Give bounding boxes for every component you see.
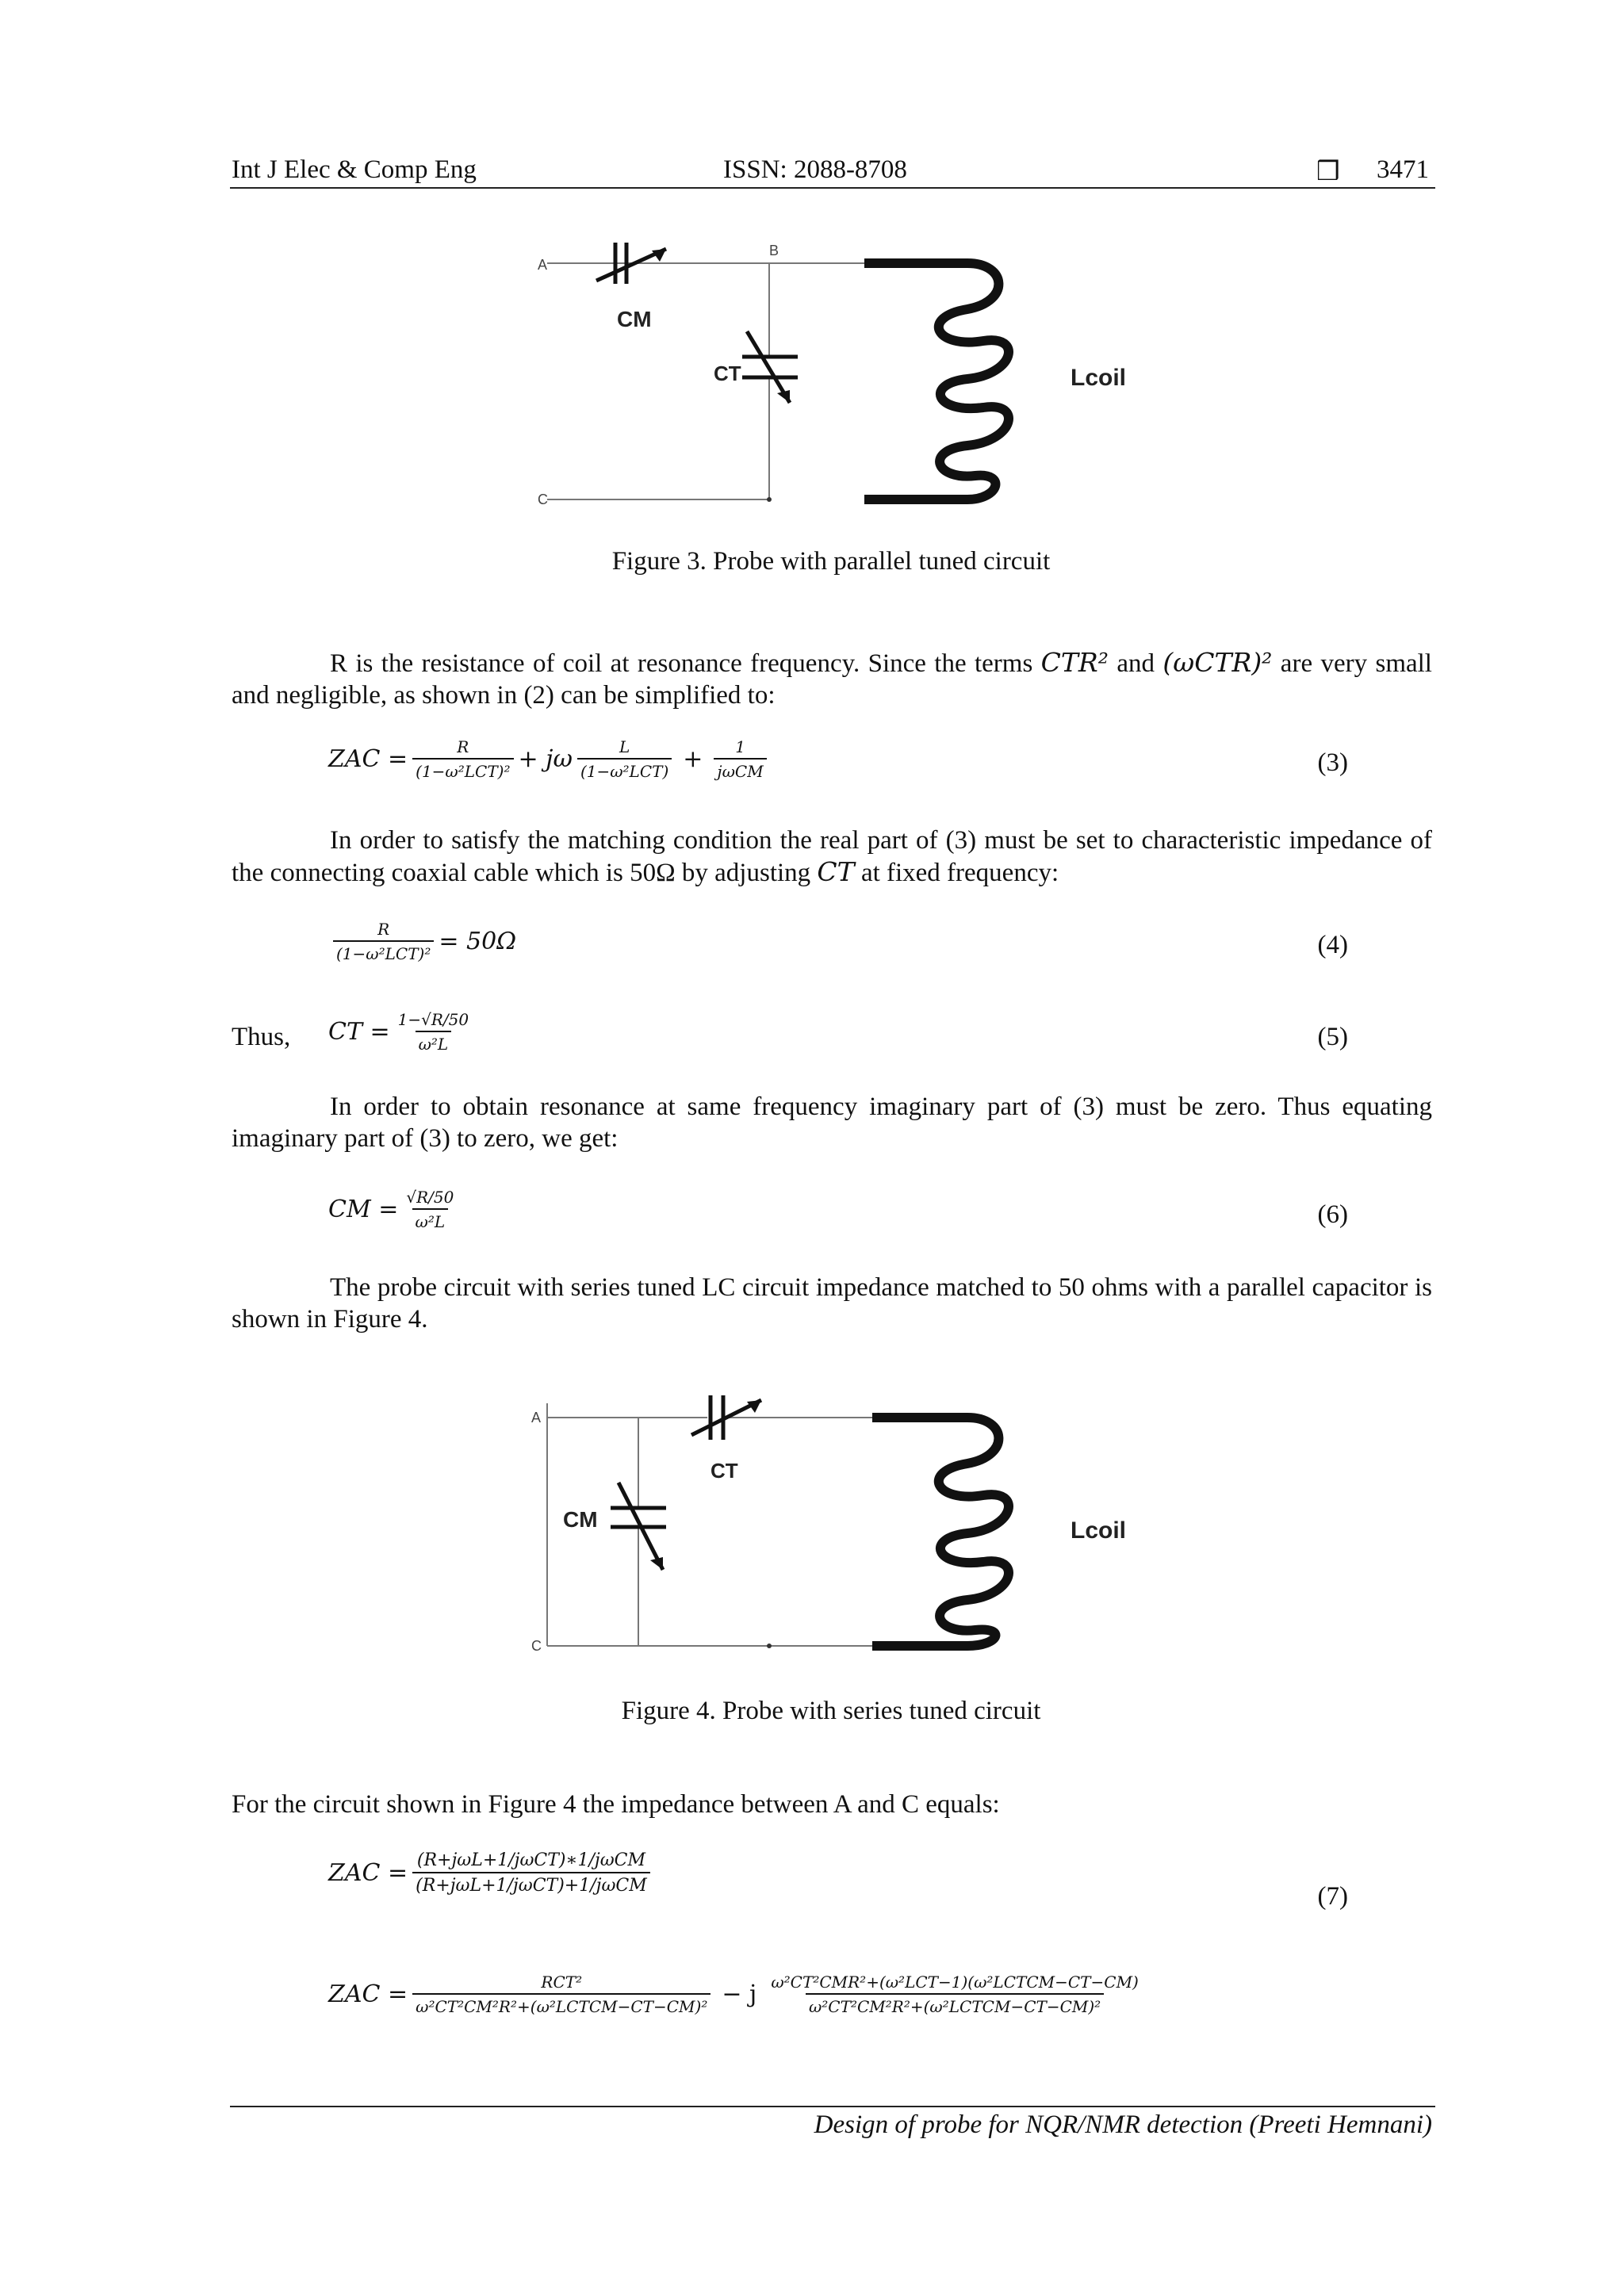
fig4-label-cm: CM [563, 1507, 598, 1532]
eq7-frac: $\frac{\text{(R+jωL+1/jωCT)∗1/jωCM}}{\text{(R+jωL+1/jωCT)+1/jωCM}}$ [412, 1850, 650, 1896]
eq7-number: (7) [1317, 1882, 1348, 1911]
fig3-label-coil: Lcoil [1071, 365, 1126, 391]
square-icon: ❒ [1316, 158, 1340, 186]
p1-text-a: R is the resistance of coil at resonance frequency. Since the terms [330, 649, 1041, 678]
fig4-label-ct: CT [710, 1459, 738, 1483]
eq4-rhs: = 50Ω [439, 928, 517, 955]
eq6-number: (6) [1317, 1200, 1348, 1229]
fig4-label-a: A [531, 1410, 542, 1425]
fig3-label-c: C [538, 492, 548, 507]
thus-label: Thus, [232, 1023, 291, 1051]
issn: ISSN: 2088-8708 [723, 155, 907, 184]
figure-3-diagram [523, 238, 1126, 515]
eq3-plus: + [683, 745, 703, 773]
eq8-minus-j: − j [722, 1980, 757, 2008]
header-rule [230, 187, 1435, 189]
eq4-frac: $\frac{R}{\text{(1−ω²LCT)²}}$ [333, 920, 434, 963]
fig3-label-ct: CT [714, 362, 741, 385]
p2-term-ct: CT [817, 856, 855, 887]
paragraph-3 [232, 1091, 1432, 1154]
equation-5 [328, 1010, 477, 1054]
journal-name: Int J Elec & Comp Eng [232, 155, 477, 184]
eq3-frac-3: $\frac{1}{\text{jωCM}}$ [714, 737, 766, 781]
eq3-jw: + jω [518, 745, 573, 773]
fig3-label-cm: CM [617, 307, 652, 331]
p3-text: In order to obtain resonance at same frequency imaginary part of (3) must be zero. Thus equating imaginary part of (3) to zero, we get: [232, 1093, 1432, 1153]
figure-3-caption: Figure 3. Probe with parallel tuned circuit [611, 547, 1051, 576]
eq6-lhs: CM = [328, 1196, 399, 1223]
figure-4-diagram [523, 1387, 1126, 1657]
p1-text-c: are very small and negligible, as shown in (2) can be simplified to: [232, 649, 1432, 710]
paragraph-2 [232, 825, 1432, 889]
equation-8 [328, 1973, 1147, 2016]
eq7-lhs: ZAC = [328, 1859, 408, 1887]
eq5-frac: $\frac{1-√R/50}{\text{ω²L}}$ [397, 1010, 469, 1054]
p5-text: For the circuit shown in Figure 4 the impedance between A and C equals: [232, 1790, 1000, 1819]
figure-4-caption: Figure 4. Probe with series tuned circuit [621, 1697, 1041, 1725]
eq3-number: (3) [1317, 748, 1348, 777]
eq6-frac: $\frac{√R/50}{\text{ω²L}}$ [406, 1188, 454, 1231]
eq3-frac-1: $\frac{R}{\text{(1−ω²LCT)²}}$ [412, 737, 513, 781]
eq8-lhs: ZAC = [328, 1980, 408, 2008]
footer-title: Design of probe for NQR/NMR detection (Preeti Hemnani) [814, 2110, 1432, 2139]
page-number: 3471 [1377, 155, 1429, 184]
footer-rule [230, 2106, 1435, 2107]
eq4-number: (4) [1317, 931, 1348, 959]
p1-term-ctr2: CTR² [1040, 647, 1109, 678]
p2-text-b: at fixed frequency: [854, 859, 1059, 887]
equation-3 [328, 737, 772, 781]
fig4-label-c: C [531, 1638, 542, 1654]
eq3-lhs: ZAC = [328, 745, 408, 773]
equation-7 [328, 1850, 655, 1896]
p2-text-a: In order to satisfy the matching condition the real part of (3) must be set to characteristic impedance of the connecting coaxial cable which is 50Ω by adjusting [232, 826, 1432, 887]
p1-term-wctr2: (ωCTR)² [1162, 647, 1273, 678]
fig3-label-b: B [769, 243, 779, 258]
eq5-number: (5) [1317, 1023, 1348, 1051]
eq8-frac-1: $\frac{\text{RCT²}}{\text{ω²CT²CM²R²+(ω²LCTCM−CT−CM)²}}$ [412, 1973, 710, 2016]
p1-text-b: and [1109, 649, 1163, 678]
p4-text: The probe circuit with series tuned LC circuit impedance matched to 50 ohms with a parallel capacitor is shown in Figure 4. [232, 1273, 1432, 1334]
eq5-lhs: CT = [328, 1018, 390, 1046]
eq8-frac-2: $\frac{\text{ω²CT²CMR²+(ω²LCT−1)(ω²LCTCM−CT−CM)}}{\text{ω²CT²CM²R²+(ω²LCTCM−CT−CM)²}}$ [771, 1973, 1139, 2016]
fig4-label-coil: Lcoil [1071, 1517, 1126, 1544]
paragraph-5 [232, 1789, 1432, 1820]
equation-4 [328, 920, 516, 963]
paragraph-1 [232, 647, 1432, 711]
eq3-frac-2: $\frac{L}{\text{(1−ω²LCT)}}$ [577, 737, 672, 781]
equation-6 [328, 1188, 462, 1231]
fig3-label-a: A [538, 257, 548, 273]
paragraph-4 [232, 1272, 1432, 1335]
